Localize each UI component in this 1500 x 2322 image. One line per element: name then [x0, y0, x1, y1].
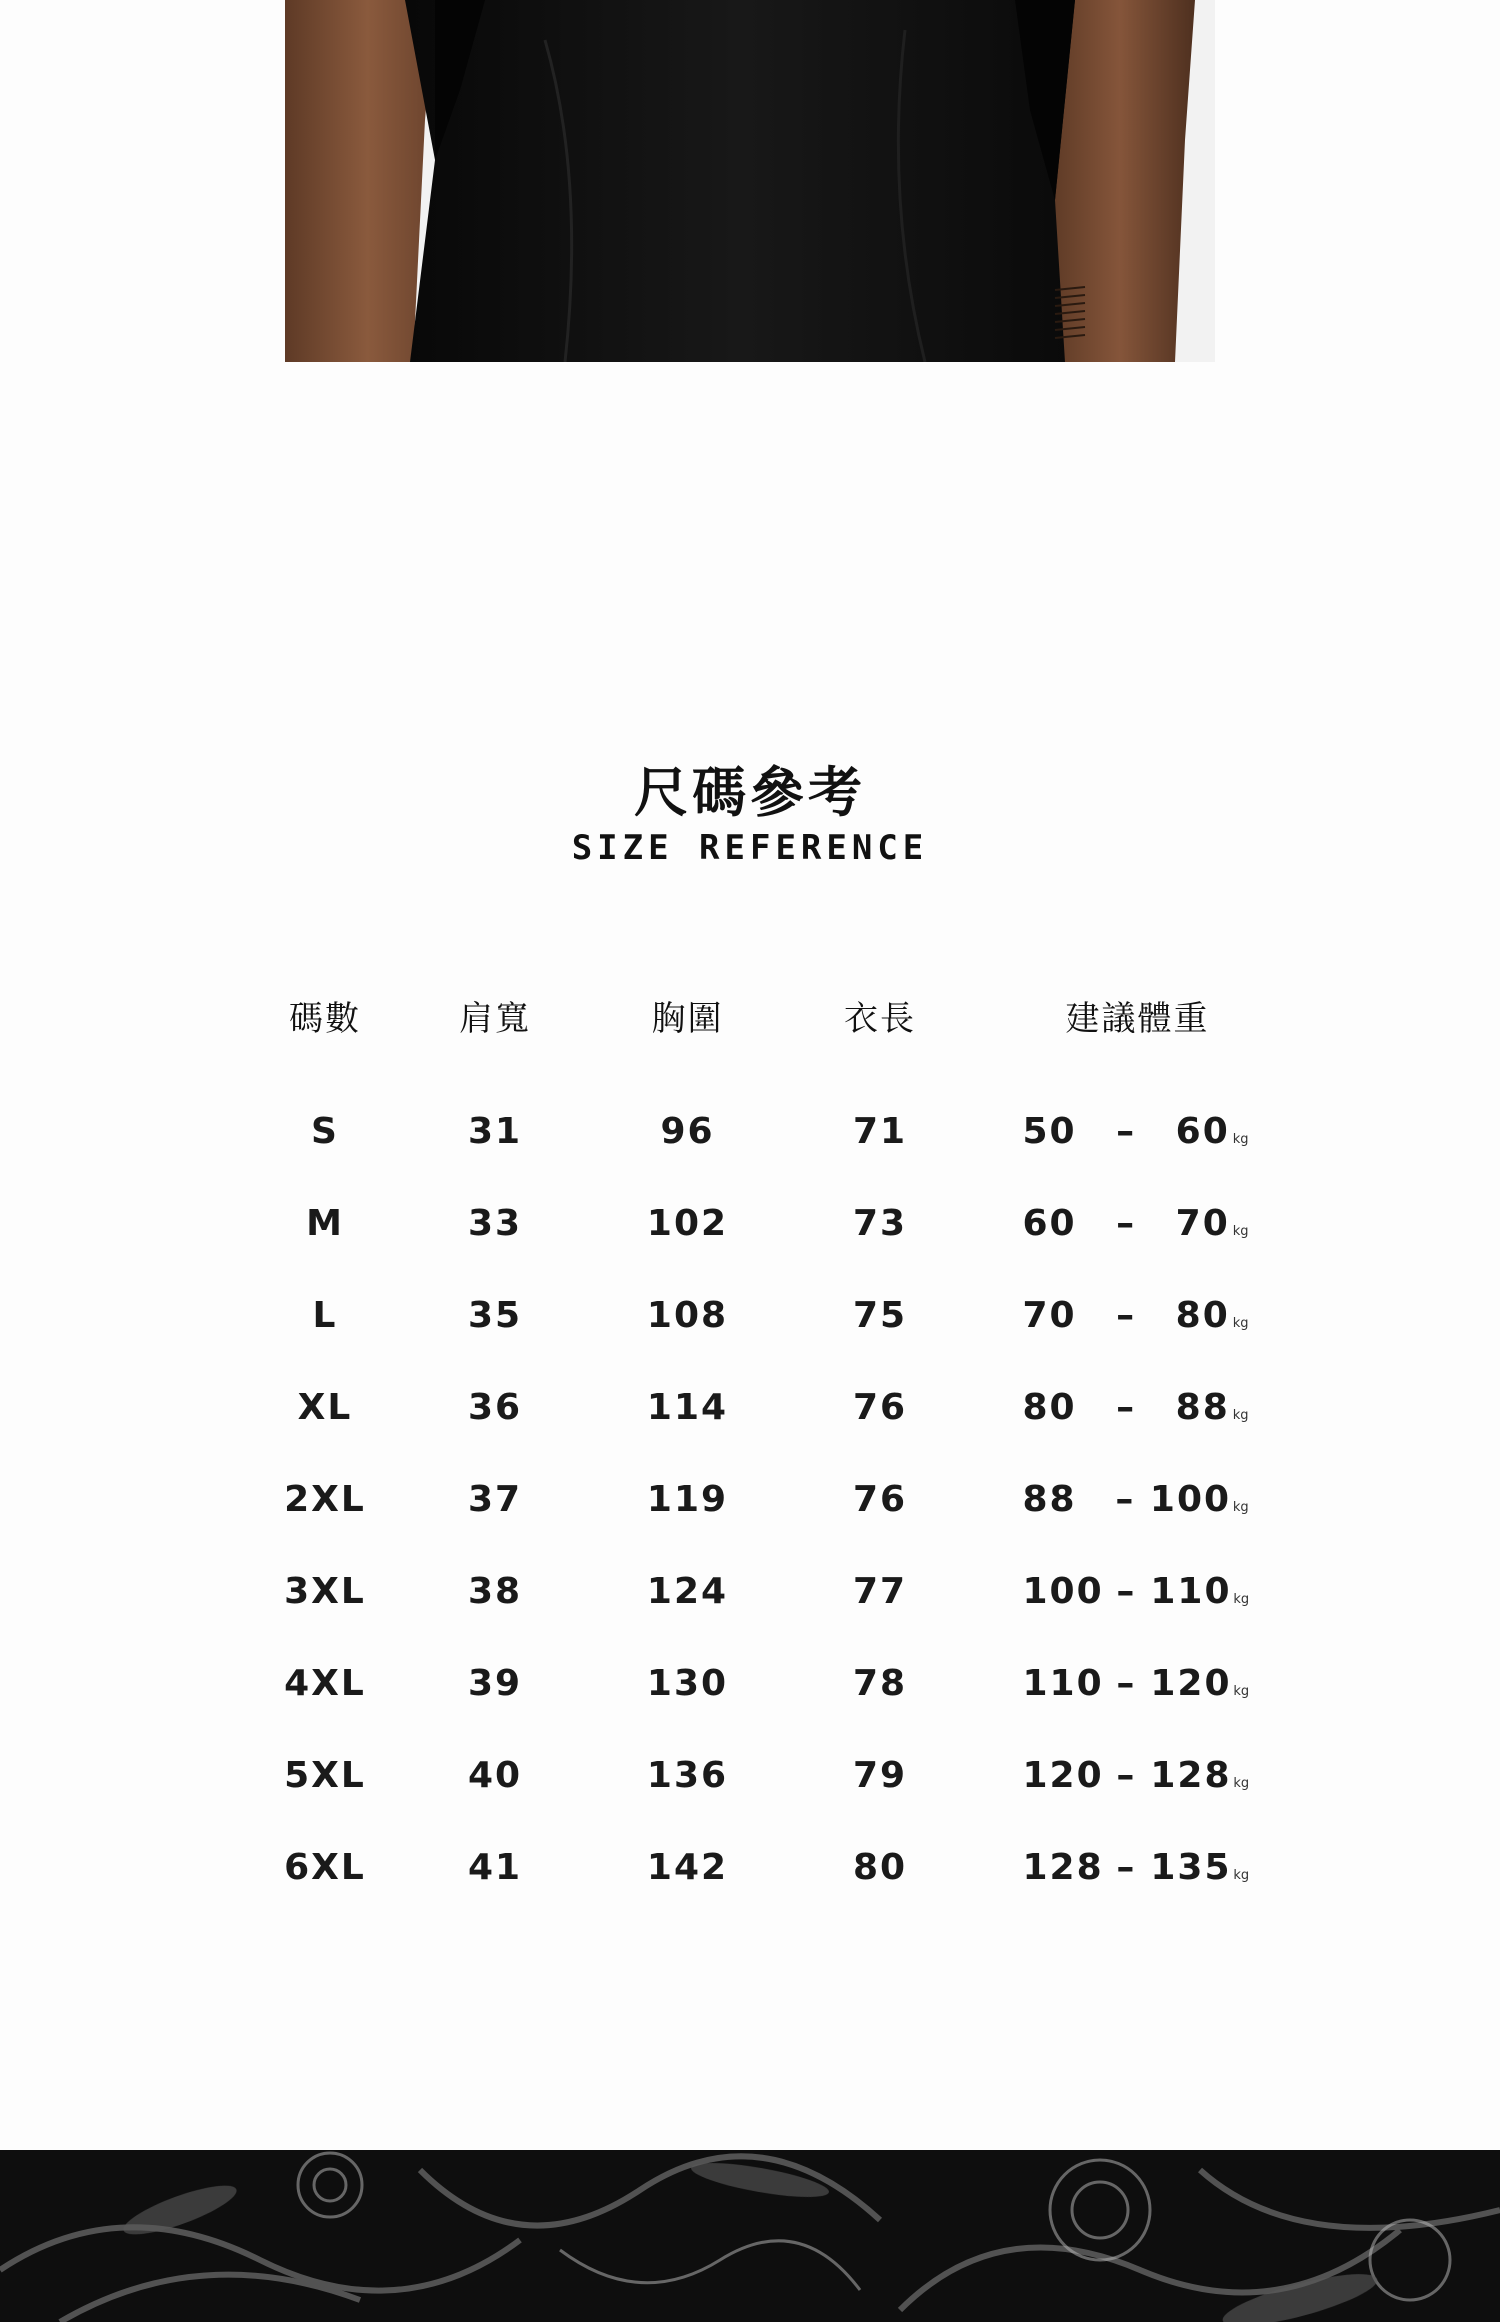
chest-cell: 114 [646, 1386, 729, 1428]
table-row [250, 1545, 1300, 1637]
table-row [250, 1361, 1300, 1453]
weight-min: 70 [1022, 1294, 1077, 1336]
weight-dash: – [1116, 1754, 1137, 1796]
chest-cell: 136 [646, 1754, 729, 1796]
weight-dash: – [1116, 1294, 1137, 1336]
product-photo [285, 0, 1215, 362]
size-reference-subtitle: SIZE REFERENCE [571, 828, 929, 868]
size-cell: 3XL [284, 1570, 366, 1612]
shoulder-cell: 37 [467, 1478, 523, 1520]
weight-range [1023, 1571, 1253, 1612]
chest-cell: 108 [646, 1294, 729, 1336]
header-shoulder: 肩寬 [459, 998, 531, 1039]
weight-min: 110 [1022, 1662, 1104, 1704]
shoulder-cell: 31 [467, 1110, 523, 1152]
chest-cell: 130 [646, 1662, 729, 1704]
weight-unit: kg [1232, 1223, 1249, 1239]
weight-min: 88 [1022, 1478, 1077, 1520]
weight-range [1023, 1387, 1253, 1428]
weight-unit: kg [1232, 1315, 1249, 1331]
weight-min: 50 [1022, 1110, 1077, 1152]
header-weight: 建議體重 [1065, 998, 1210, 1039]
weight-cell [975, 1545, 1300, 1637]
weight-dash: – [1116, 1570, 1137, 1612]
size-rows [250, 1085, 1300, 1913]
chest-cell: 124 [646, 1570, 729, 1612]
weight-cell [975, 1177, 1300, 1269]
weight-max: 100 [1149, 1478, 1232, 1520]
length-cell: 75 [852, 1294, 908, 1336]
weight-max: 70 [1175, 1202, 1230, 1244]
weight-unit: kg [1233, 1591, 1250, 1607]
weight-dash: – [1116, 1386, 1137, 1428]
weight-dash: – [1116, 1202, 1137, 1244]
size-cell: 4XL [284, 1662, 366, 1704]
header-chest: 胸圍 [651, 998, 724, 1039]
weight-cell [975, 1269, 1300, 1361]
weight-unit: kg [1233, 1867, 1250, 1883]
weight-unit: kg [1232, 1407, 1249, 1423]
table-row [250, 1085, 1300, 1177]
length-cell: 71 [852, 1110, 908, 1152]
weight-max: 60 [1175, 1110, 1230, 1152]
length-cell: 78 [852, 1662, 908, 1704]
shoulder-cell: 35 [467, 1294, 523, 1336]
weight-cell [975, 1729, 1300, 1821]
size-cell: 2XL [284, 1478, 366, 1520]
weight-range [1023, 1755, 1253, 1796]
weight-range [1023, 1111, 1253, 1152]
weight-dash: – [1116, 1110, 1137, 1152]
chest-cell: 96 [660, 1110, 715, 1152]
weight-cell [975, 1821, 1300, 1913]
weight-dash: – [1116, 1662, 1137, 1704]
weight-unit: kg [1233, 1775, 1250, 1791]
size-cell: S [311, 1110, 339, 1152]
size-reference-title: 尺碼參考 [634, 761, 866, 824]
weight-range [1023, 1479, 1253, 1520]
weight-min: 128 [1022, 1846, 1104, 1888]
size-cell: 6XL [284, 1846, 366, 1888]
weight-cell [975, 1637, 1300, 1729]
weight-range [1023, 1203, 1253, 1244]
table-row [250, 1637, 1300, 1729]
weight-min: 100 [1022, 1570, 1104, 1612]
weight-unit: kg [1232, 1499, 1249, 1515]
weight-max: 135 [1150, 1846, 1232, 1888]
weight-max: 120 [1150, 1662, 1232, 1704]
header-length: 衣長 [844, 998, 916, 1039]
weight-max: 88 [1175, 1386, 1230, 1428]
length-cell: 79 [852, 1754, 908, 1796]
shoulder-cell: 36 [467, 1386, 523, 1428]
size-cell: M [306, 1202, 344, 1244]
weight-range [1023, 1663, 1253, 1704]
length-cell: 76 [852, 1386, 908, 1428]
weight-max: 80 [1175, 1294, 1230, 1336]
table-row [250, 1269, 1300, 1361]
weight-dash: – [1116, 1846, 1137, 1888]
weight-unit: kg [1232, 1131, 1249, 1147]
shoulder-cell: 38 [467, 1570, 523, 1612]
weight-min: 80 [1022, 1386, 1077, 1428]
weight-min: 120 [1022, 1754, 1104, 1796]
length-cell: 76 [852, 1478, 908, 1520]
weight-max: 110 [1150, 1570, 1232, 1612]
size-cell: L [312, 1294, 338, 1336]
decorative-banner [0, 2150, 1500, 2322]
table-row [250, 1729, 1300, 1821]
weight-range [1023, 1295, 1253, 1336]
table-row [250, 1453, 1300, 1545]
length-cell: 80 [852, 1846, 908, 1888]
size-cell: 5XL [284, 1754, 366, 1796]
chest-cell: 102 [646, 1202, 729, 1244]
length-cell: 77 [852, 1570, 908, 1612]
table-row [250, 1177, 1300, 1269]
weight-cell [975, 1085, 1300, 1177]
chest-cell: 119 [646, 1478, 729, 1520]
weight-cell [975, 1361, 1300, 1453]
table-header-row [250, 985, 1300, 1045]
size-cell: XL [297, 1386, 353, 1428]
weight-min: 60 [1022, 1202, 1077, 1244]
shoulder-cell: 39 [467, 1662, 523, 1704]
size-table [250, 985, 1300, 1913]
shoulder-cell: 40 [467, 1754, 523, 1796]
header-size: 碼數 [289, 998, 361, 1039]
length-cell: 73 [852, 1202, 908, 1244]
shoulder-cell: 41 [467, 1846, 523, 1888]
chest-cell: 142 [646, 1846, 729, 1888]
shoulder-cell: 33 [467, 1202, 523, 1244]
weight-cell [975, 1453, 1300, 1545]
table-row [250, 1821, 1300, 1913]
weight-max: 128 [1150, 1754, 1232, 1796]
weight-dash: – [1115, 1478, 1136, 1520]
weight-unit: kg [1233, 1683, 1250, 1699]
weight-range [1023, 1847, 1253, 1888]
